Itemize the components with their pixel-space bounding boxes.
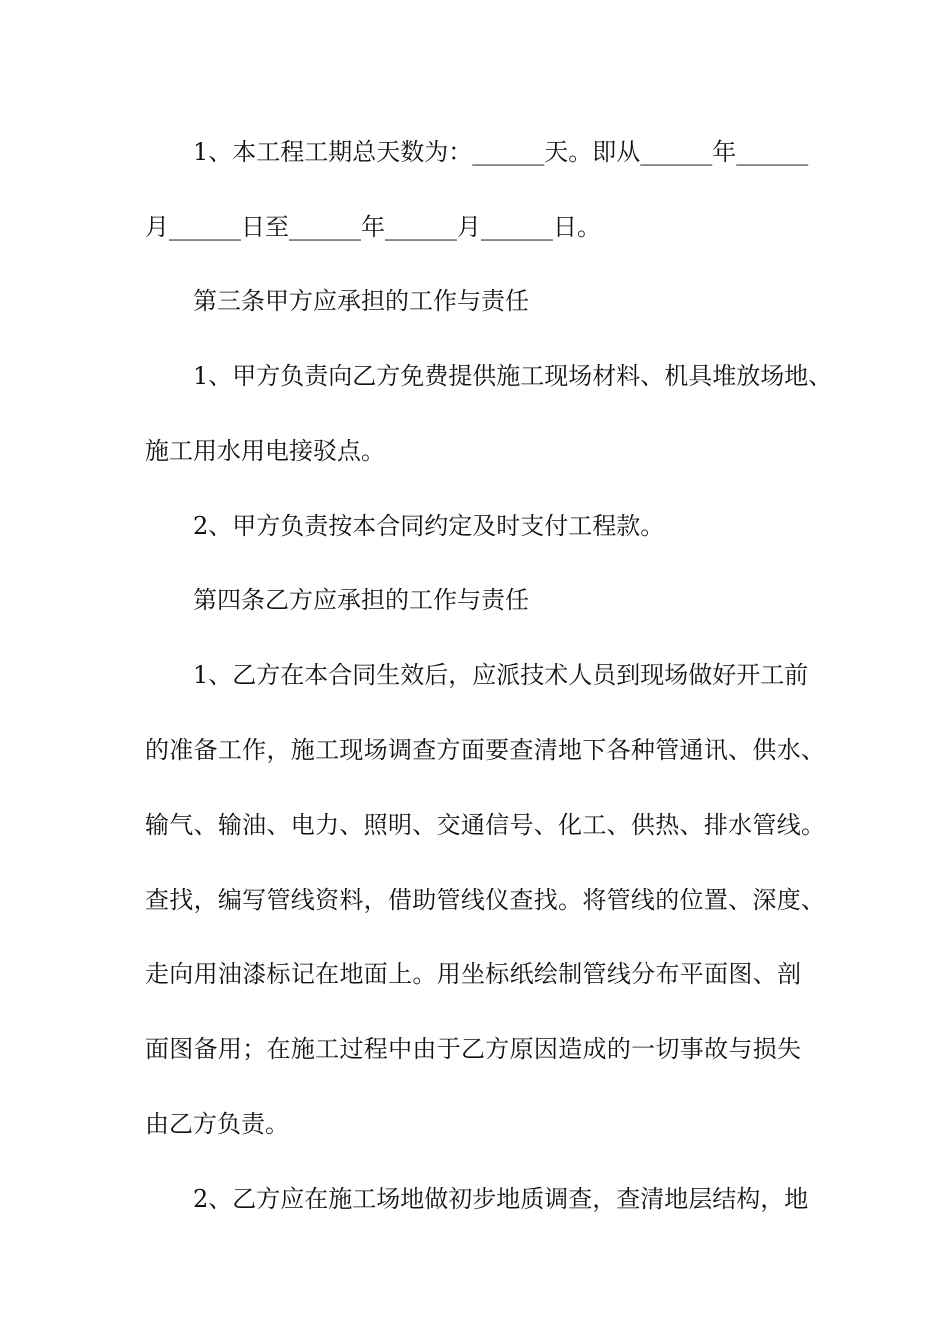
article-4-item-1-line-2: 的准备工作，施工现场调查方面要查清地下各种管通讯、供水、 — [145, 736, 825, 764]
article-3-item-1-line-2: 施工用水用电接驳点。 — [145, 437, 385, 465]
article-4-item-2-line-1: 2、乙方应在施工场地做初步地质调查，查清地层结构，地 — [193, 1185, 809, 1213]
clause-1-duration-line-1: 1、本工程工期总天数为：______天。即从______年______ — [193, 138, 809, 166]
article-3-heading: 第三条甲方应承担的工作与责任 — [193, 287, 529, 315]
article-3-item-2: 2、甲方负责按本合同约定及时支付工程款。 — [193, 512, 665, 540]
article-4-item-1-line-1: 1、乙方在本合同生效后，应派技术人员到现场做好开工前 — [193, 661, 809, 689]
article-4-item-1-line-5: 走向用油漆标记在地面上。用坐标纸绘制管线分布平面图、剖 — [145, 960, 801, 988]
article-4-heading: 第四条乙方应承担的工作与责任 — [193, 586, 529, 614]
clause-1-duration-line-2: 月______日至______年______月______日。 — [145, 213, 601, 241]
article-4-item-1-line-4: 查找，编写管线资料，借助管线仪查找。将管线的位置、深度、 — [145, 886, 825, 914]
article-4-item-1-line-6: 面图备用；在施工过程中由于乙方原因造成的一切事故与损失 — [145, 1035, 801, 1063]
article-4-item-1-line-7: 由乙方负责。 — [145, 1110, 289, 1138]
article-3-item-1-line-1: 1、甲方负责向乙方免费提供施工现场材料、机具堆放场地、 — [193, 362, 833, 390]
article-4-item-1-line-3: 输气、输油、电力、照明、交通信号、化工、供热、排水管线。 — [145, 811, 825, 839]
